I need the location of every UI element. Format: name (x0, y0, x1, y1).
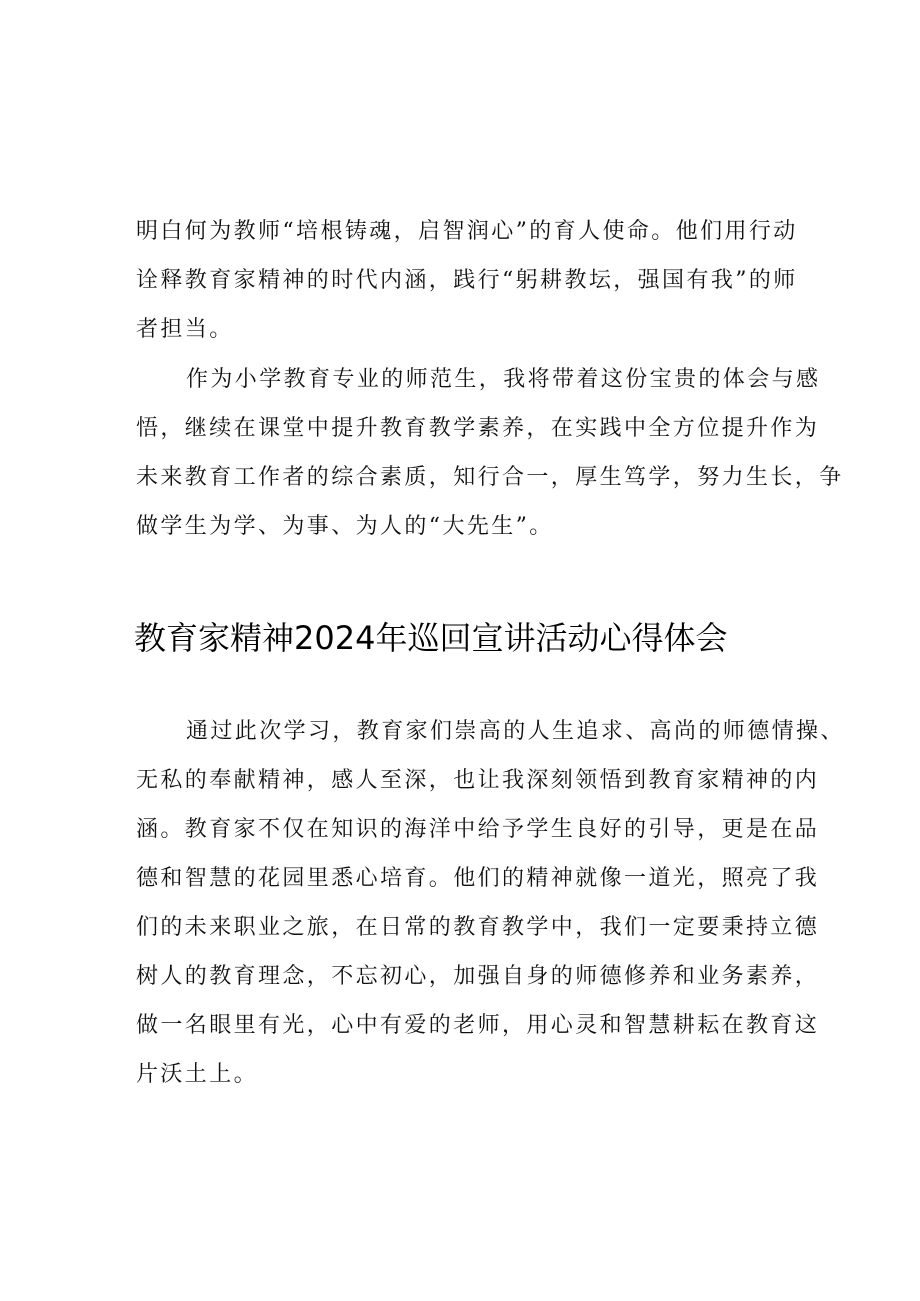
section-heading: 教育家精神2024年巡回宣讲活动心得体会 (134, 619, 728, 657)
text-line: 做一名眼里有光，心中有爱的老师，用心灵和智慧耕耘在教育这 (136, 1013, 820, 1038)
text-line: 涵。教育家不仅在知识的海洋中给予学生良好的引导，更是在品 (136, 817, 820, 842)
text-line: 未来教育工作者的综合素质，知行合一，厚生笃学，努力生长，争 (136, 465, 844, 490)
text-line: 通过此次学习，教育家们崇高的人生追求、高尚的师德情操、 (186, 719, 845, 744)
text-line: 诠释教育家精神的时代内涵，践行“躬耕教坛，强国有我”的师 (136, 268, 798, 293)
text-line: 无私的奉献精神，感人至深，也让我深刻领悟到教育家精神的内 (136, 768, 820, 793)
text-line: 片沃土上。 (136, 1062, 259, 1087)
text-line: 树人的教育理念，不忘初心，加强自身的师德修养和业务素养， (136, 964, 820, 989)
text-line: 们的未来职业之旅，在日常的教育教学中，我们一定要秉持立德 (136, 915, 820, 940)
text-line: 做学生为学、为事、为人的“大先生”。 (136, 514, 554, 539)
text-line: 悟，继续在课堂中提升教育教学素养，在实践中全方位提升作为 (136, 416, 820, 441)
text-line: 明白何为教师“培根铸魂，启智润心”的育人使命。他们用行动 (136, 219, 798, 244)
text-line: 作为小学教育专业的师范生，我将带着这份宝贵的体会与感 (186, 367, 821, 392)
text-line: 者担当。 (136, 317, 234, 342)
text-line: 德和智慧的花园里悉心培育。他们的精神就像一道光，照亮了我 (136, 866, 820, 891)
